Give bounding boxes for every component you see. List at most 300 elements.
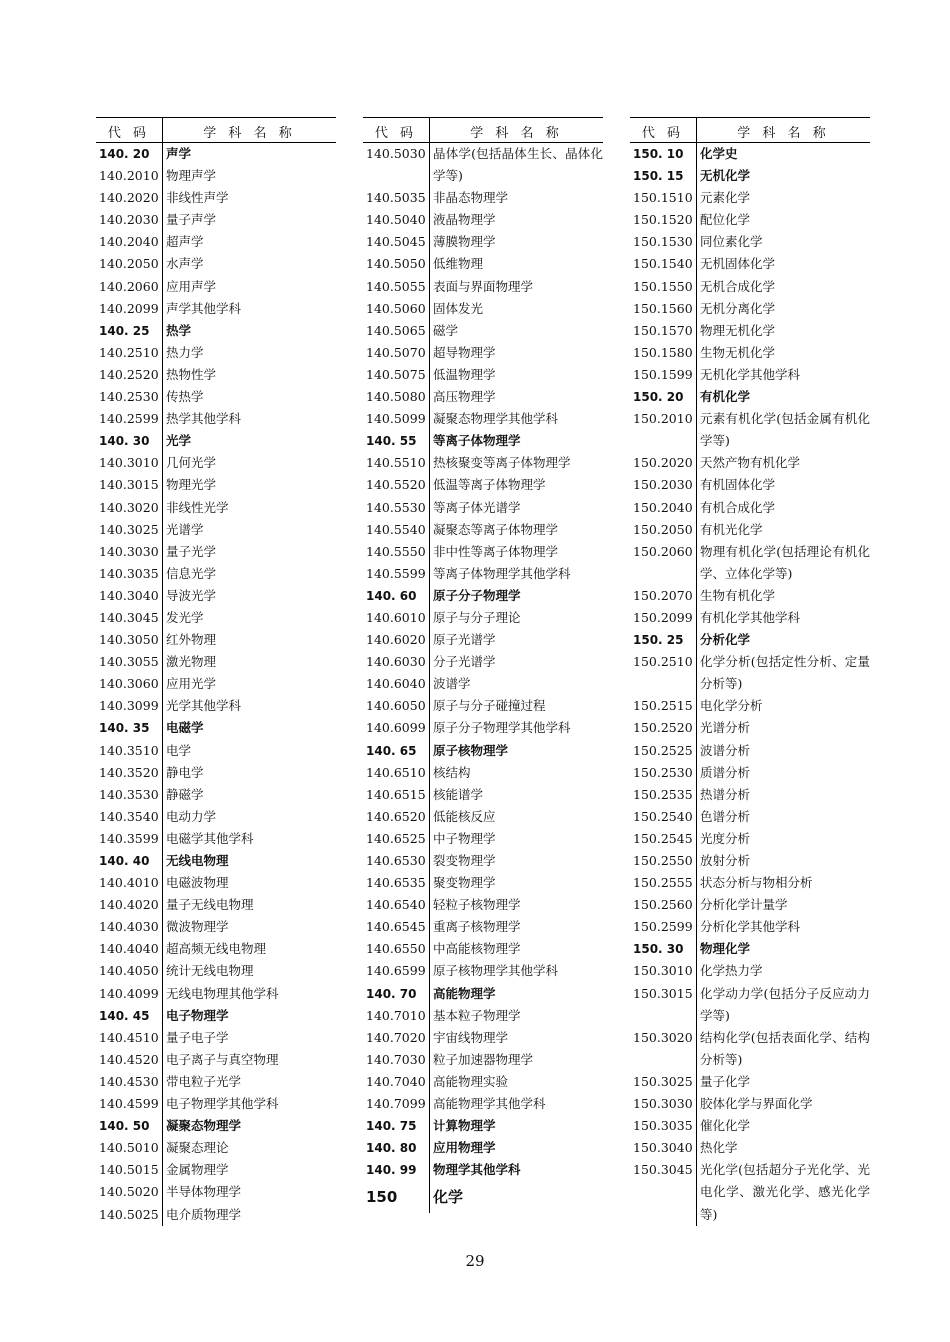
subject-name: 凝聚态等离子体物理学	[433, 521, 559, 537]
table-row	[96, 342, 336, 364]
subject-name: 核能谱学	[433, 786, 484, 802]
subject-code: 140.3020	[99, 499, 159, 515]
table-row	[630, 938, 870, 960]
table-row	[96, 1181, 336, 1203]
subject-code: 140.5099	[366, 411, 426, 427]
subject-code: 140.7099	[366, 1096, 426, 1112]
subject-name: 无机分离化学	[700, 300, 776, 316]
table-row	[630, 231, 870, 253]
table-row	[363, 298, 603, 320]
table-row	[96, 386, 336, 408]
table-row	[363, 342, 603, 364]
subject-name: 激光物理	[166, 654, 217, 670]
code-header: 代 码	[363, 118, 430, 142]
table-row	[630, 320, 870, 342]
subject-code: 140.7030	[366, 1051, 426, 1067]
table-row	[363, 386, 603, 408]
table-row	[363, 1137, 603, 1159]
table-row	[363, 916, 603, 938]
subject-code: 150.1540	[633, 256, 693, 272]
subject-name: 电介质物理学	[166, 1206, 242, 1222]
subject-name: 高能物理学	[433, 985, 496, 1001]
table-row	[96, 143, 336, 165]
subject-code: 140.3035	[99, 565, 159, 581]
table-row	[96, 187, 336, 209]
subject-name: 传热学	[166, 389, 204, 405]
subject-code: 140.5080	[366, 389, 426, 405]
subject-name: 原子光谱学	[433, 632, 496, 648]
subject-name: 静电学	[166, 764, 204, 780]
subject-name: 等离子体物理学其他学科	[433, 565, 571, 581]
table-row	[630, 629, 870, 651]
subject-code: 150. 20	[633, 390, 684, 405]
subject-name: 放射分析	[700, 853, 751, 868]
table-row	[630, 452, 870, 474]
subject-code: 140.5010	[99, 1140, 159, 1156]
table-row	[630, 740, 870, 762]
subject-name: 分析化学其他学科	[700, 919, 801, 935]
subject-code: 150.2520	[633, 720, 693, 736]
subject-name: 同位素化学	[700, 234, 763, 250]
table-header	[363, 117, 603, 143]
subject-code: 150.2020	[633, 455, 693, 471]
subject-name: 信息光学	[166, 565, 217, 581]
subject-name: 非中性等离子体物理学	[433, 543, 559, 559]
subject-code: 140.4040	[99, 941, 159, 957]
subject-code: 150.1560	[633, 300, 693, 316]
subject-code: 140.5550	[366, 543, 426, 559]
subject-code: 140.2099	[99, 300, 159, 316]
subject-code: 150.2555	[633, 875, 693, 891]
subject-code: 150.2510	[633, 654, 693, 670]
subject-code: 140.5040	[366, 212, 426, 228]
name-header: 学 科 名 称	[737, 126, 830, 141]
table-row	[96, 1027, 336, 1049]
subject-name: 统计无线电物理	[166, 963, 254, 979]
table-row	[363, 872, 603, 894]
table-row	[630, 386, 870, 408]
table-row	[630, 1159, 870, 1225]
subject-code: 150.1550	[633, 278, 693, 294]
subject-code: 140.6550	[366, 941, 426, 957]
subject-code: 140.4599	[99, 1096, 159, 1112]
subject-code: 140.5030	[366, 146, 426, 161]
subject-code: 140.4520	[99, 1051, 159, 1067]
subject-code: 140.4030	[99, 919, 159, 935]
subject-name: 低能核反应	[433, 808, 496, 824]
table-row	[96, 1115, 336, 1137]
subject-code: 150.2070	[633, 587, 693, 603]
subject-code: 140.3599	[99, 830, 159, 846]
subject-name: 电化学分析	[700, 698, 763, 714]
subject-name: 超声学	[166, 234, 204, 250]
subject-name: 薄膜物理学	[433, 234, 496, 250]
subject-name: 热核聚变等离子体物理学	[433, 455, 571, 471]
subject-code: 140. 70	[366, 986, 417, 1001]
subject-name: 高压物理学	[433, 389, 496, 405]
subject-name: 光度分析	[700, 830, 751, 846]
subject-code: 150.2550	[633, 853, 693, 868]
subject-code: 140.6520	[366, 808, 426, 824]
subject-name: 凝聚态理论	[166, 1140, 229, 1156]
subject-code: 140.3010	[99, 455, 159, 471]
table-row	[96, 320, 336, 342]
subject-code: 140. 25	[99, 323, 150, 338]
subject-name: 固体发光	[433, 300, 484, 316]
table-row	[96, 828, 336, 850]
subject-name: 液晶物理学	[433, 212, 496, 228]
subject-code: 140.2050	[99, 256, 159, 272]
subject-name: 无线电物理	[166, 853, 229, 868]
subject-name: 结构化学(包括表面化学、结构分析等)	[700, 1029, 870, 1067]
subject-code: 140.5070	[366, 344, 426, 360]
table-row	[630, 187, 870, 209]
subject-name: 物理学其他学科	[433, 1162, 521, 1178]
subject-code: 150.1530	[633, 234, 693, 250]
table-row	[96, 717, 336, 739]
subject-code: 140. 20	[99, 147, 150, 161]
table-row	[96, 1049, 336, 1071]
subject-name: 有机光化学	[700, 521, 763, 537]
subject-code: 140.4510	[99, 1029, 159, 1045]
subject-name: 无线电物理其他学科	[166, 985, 279, 1001]
table-row	[630, 143, 870, 165]
table-row	[363, 983, 603, 1005]
table-row	[363, 1115, 603, 1137]
table-row	[630, 850, 870, 872]
subject-code: 140.5530	[366, 499, 426, 515]
subject-name: 应用光学	[166, 676, 217, 692]
subject-name: 高能物理学其他学科	[433, 1096, 546, 1112]
subject-name: 光化学(包括超分子光化学、光电化学、激光化学、感光化学等)	[700, 1162, 870, 1222]
subject-code: 140.6510	[366, 764, 426, 780]
subject-code: 140.6010	[366, 609, 426, 625]
subject-name: 轻粒子核物理学	[433, 897, 521, 913]
table-row	[96, 231, 336, 253]
subject-code: 140.3050	[99, 632, 159, 648]
table-row	[363, 143, 603, 187]
table-row	[96, 519, 336, 541]
subject-code: 140. 60	[366, 588, 417, 603]
table-row	[96, 651, 336, 673]
subject-code: 140.2010	[99, 168, 159, 184]
subject-name: 光学	[166, 433, 192, 449]
subject-name: 量子化学	[700, 1073, 751, 1089]
subject-code: 140.3030	[99, 543, 159, 559]
table-row	[363, 673, 603, 695]
table-row	[630, 916, 870, 938]
subject-name: 表面与界面物理学	[433, 278, 534, 294]
table-row	[96, 894, 336, 916]
table-row	[630, 541, 870, 585]
subject-name: 物理化学	[700, 941, 751, 957]
subject-code: 150.2560	[633, 897, 693, 913]
subject-name: 宇宙线物理学	[433, 1029, 509, 1045]
subject-name: 中子物理学	[433, 830, 496, 846]
table-row	[630, 364, 870, 386]
page-number: 29	[465, 1252, 485, 1270]
table-row	[630, 474, 870, 496]
subject-code: 150.2530	[633, 764, 693, 780]
table-row	[96, 872, 336, 894]
subject-name: 应用物理学	[433, 1140, 496, 1156]
table-row	[96, 165, 336, 187]
table-row	[96, 452, 336, 474]
table-row	[363, 541, 603, 563]
table-row	[630, 342, 870, 364]
subject-code: 150.3030	[633, 1096, 693, 1112]
subject-name: 静磁学	[166, 786, 204, 802]
table-row	[96, 253, 336, 275]
name-header: 学 科 名 称	[203, 126, 296, 141]
subject-name: 电动力学	[166, 808, 217, 824]
table-row	[363, 474, 603, 496]
subject-name: 物理声学	[166, 168, 217, 184]
subject-code: 140.5020	[99, 1184, 159, 1200]
subject-code: 140.7020	[366, 1029, 426, 1045]
subject-code: 140.2530	[99, 389, 159, 405]
subject-code: 150.3020	[633, 1029, 693, 1045]
subject-name: 超导物理学	[433, 344, 496, 360]
subject-code: 140.6525	[366, 830, 426, 846]
subject-code: 140.4050	[99, 963, 159, 979]
subject-name: 分子光谱学	[433, 654, 496, 670]
table-row	[363, 629, 603, 651]
subject-code: 140.6030	[366, 654, 426, 670]
subject-code: 150.1599	[633, 366, 693, 382]
subject-code: 140.5540	[366, 521, 426, 537]
subject-code: 140.5599	[366, 565, 426, 581]
subject-code: 140.5050	[366, 256, 426, 272]
table-row	[96, 408, 336, 430]
subject-name: 量子无线电物理	[166, 897, 254, 913]
subject-name: 无机化学其他学科	[700, 366, 801, 382]
table-header	[96, 117, 336, 143]
subject-code: 150.2040	[633, 499, 693, 515]
subject-name: 波谱分析	[700, 742, 751, 758]
subject-name: 有机固体化学	[700, 477, 776, 493]
subject-name: 热学	[166, 322, 192, 338]
subject-name: 粒子加速器物理学	[433, 1051, 534, 1067]
table-row	[363, 430, 603, 452]
subject-name: 几何光学	[166, 455, 217, 471]
subject-name: 质谱分析	[700, 764, 751, 780]
subject-code: 150.2535	[633, 786, 693, 802]
table-row	[96, 276, 336, 298]
subject-code: 150.3035	[633, 1118, 693, 1134]
subject-code: 140.5055	[366, 278, 426, 294]
table-row	[96, 1071, 336, 1093]
subject-name: 量子电子学	[166, 1029, 229, 1045]
table-row	[96, 430, 336, 452]
subject-name: 波谱学	[433, 676, 471, 692]
table-row	[363, 607, 603, 629]
subject-code: 140. 35	[99, 721, 150, 736]
subject-code: 140.2599	[99, 411, 159, 427]
subject-code: 140. 40	[99, 854, 150, 868]
subject-code: 140.4099	[99, 985, 159, 1001]
table-row	[630, 1071, 870, 1093]
subject-name: 分析化学计量学	[700, 897, 788, 913]
subject-code: 150.3015	[633, 985, 693, 1001]
table-row	[363, 1093, 603, 1115]
subject-name: 热化学	[700, 1140, 738, 1156]
subject-name: 电磁波物理	[166, 875, 229, 891]
table-row	[96, 1137, 336, 1159]
table-row	[630, 408, 870, 452]
subject-code: 140.2040	[99, 234, 159, 250]
table-row	[96, 784, 336, 806]
subject-code: 140. 30	[99, 434, 150, 449]
table-row	[96, 474, 336, 496]
subject-code: 140.3510	[99, 742, 159, 758]
subject-code: 150. 10	[633, 147, 684, 161]
subject-name: 低温物理学	[433, 366, 496, 382]
table-column-3	[630, 117, 870, 1226]
subject-code: 140.3045	[99, 609, 159, 625]
table-row	[630, 253, 870, 275]
table-row	[96, 497, 336, 519]
table-row	[363, 1027, 603, 1049]
table-row	[96, 364, 336, 386]
table-row	[630, 497, 870, 519]
subject-code: 150. 15	[633, 169, 684, 184]
subject-name: 无机固体化学	[700, 256, 776, 272]
table-row	[363, 695, 603, 717]
subject-name: 金属物理学	[166, 1162, 229, 1178]
subject-code: 150.1570	[633, 322, 693, 338]
subject-code: 150.2010	[633, 411, 693, 427]
table-row	[363, 231, 603, 253]
subject-code: 140.3025	[99, 521, 159, 537]
table-row	[630, 717, 870, 739]
subject-code: 140.5060	[366, 300, 426, 316]
subject-code: 140.3520	[99, 764, 159, 780]
subject-name: 热谱分析	[700, 786, 751, 802]
subject-code: 140.6540	[366, 897, 426, 913]
table-row	[630, 695, 870, 717]
table-row	[363, 497, 603, 519]
table-row	[96, 762, 336, 784]
subject-name: 量子光学	[166, 543, 217, 559]
subject-name: 应用声学	[166, 278, 217, 294]
table-row	[630, 1093, 870, 1115]
subject-code: 140.7040	[366, 1073, 426, 1089]
subject-name: 分析化学	[700, 632, 751, 648]
subject-name: 计算物理学	[433, 1118, 496, 1134]
code-header: 代 码	[96, 118, 163, 142]
subject-code: 140.5075	[366, 366, 426, 382]
table-row	[96, 740, 336, 762]
table-row	[363, 806, 603, 828]
table-row	[96, 983, 336, 1005]
subject-name: 晶体学(包括晶体生长、晶体化学等)	[433, 146, 603, 184]
table-row	[363, 938, 603, 960]
subject-code: 140.6545	[366, 919, 426, 935]
table-row	[363, 1071, 603, 1093]
subject-name: 声学其他学科	[166, 300, 242, 316]
subject-name: 配位化学	[700, 212, 751, 228]
subject-code: 140.5065	[366, 322, 426, 338]
subject-code: 140.5510	[366, 455, 426, 471]
table-row	[96, 541, 336, 563]
subject-code: 140. 50	[99, 1119, 150, 1134]
table-row	[96, 1204, 336, 1226]
subject-name: 状态分析与物相分析	[700, 875, 813, 891]
subject-code: 150.2050	[633, 521, 693, 537]
subject-code: 140.4010	[99, 875, 159, 891]
table-row	[363, 1049, 603, 1071]
subject-code: 150. 30	[633, 942, 684, 957]
subject-name: 有机化学其他学科	[700, 609, 801, 625]
subject-name: 等离子体光谱学	[433, 499, 521, 515]
table-row	[363, 253, 603, 275]
subject-name: 光谱学	[166, 521, 204, 537]
table-row	[630, 806, 870, 828]
table-row	[363, 850, 603, 872]
table-row	[363, 1005, 603, 1027]
subject-code: 140.7010	[366, 1007, 426, 1023]
table-row	[363, 276, 603, 298]
subject-name: 电磁学	[166, 720, 204, 736]
subject-code: 140. 75	[366, 1119, 417, 1134]
table-row	[630, 983, 870, 1027]
subject-name: 化学	[433, 1188, 464, 1207]
subject-code: 140. 80	[366, 1141, 417, 1156]
subject-name: 色谱分析	[700, 808, 751, 824]
table-row	[96, 563, 336, 585]
table-row	[96, 1093, 336, 1115]
subject-code: 150.3025	[633, 1073, 693, 1089]
table-row	[96, 607, 336, 629]
subject-code: 140.5025	[99, 1206, 159, 1222]
table-row	[630, 872, 870, 894]
subject-code: 140.4530	[99, 1073, 159, 1089]
subject-name: 生物有机化学	[700, 587, 776, 603]
subject-code: 140.2060	[99, 278, 159, 294]
subject-code: 140.3040	[99, 587, 159, 603]
subject-name: 物理有机化学(包括理论有机化学、立体化学等)	[700, 543, 870, 581]
subject-name: 核结构	[433, 764, 471, 780]
table-header	[630, 117, 870, 143]
table-row	[363, 320, 603, 342]
subject-name: 无机合成化学	[700, 278, 776, 294]
subject-code: 150.1510	[633, 190, 693, 206]
table-row	[96, 1005, 336, 1027]
subject-name: 磁学	[433, 322, 459, 338]
subject-name: 化学动力学(包括分子反应动力学等)	[700, 985, 870, 1023]
subject-name: 物理光学	[166, 477, 217, 493]
subject-name: 热学其他学科	[166, 411, 242, 427]
subject-code: 140.2020	[99, 190, 159, 206]
subject-code: 150.2545	[633, 830, 693, 846]
subject-code: 140.6099	[366, 720, 426, 736]
subject-code: 140.2510	[99, 344, 159, 360]
subject-name: 凝聚态物理学	[166, 1118, 242, 1134]
subject-name: 原子分子物理学其他学科	[433, 720, 571, 736]
table-row	[630, 519, 870, 541]
table-row	[363, 585, 603, 607]
subject-name: 电子物理学	[166, 1007, 229, 1023]
subject-name: 有机化学	[700, 389, 751, 405]
subject-code: 150.2099	[633, 609, 693, 625]
subject-code: 150.2540	[633, 808, 693, 824]
subject-code: 140.5035	[366, 190, 426, 206]
subject-name: 低维物理	[433, 256, 484, 272]
table-row	[363, 187, 603, 209]
subject-name: 化学史	[700, 146, 738, 161]
table-row	[630, 1137, 870, 1159]
